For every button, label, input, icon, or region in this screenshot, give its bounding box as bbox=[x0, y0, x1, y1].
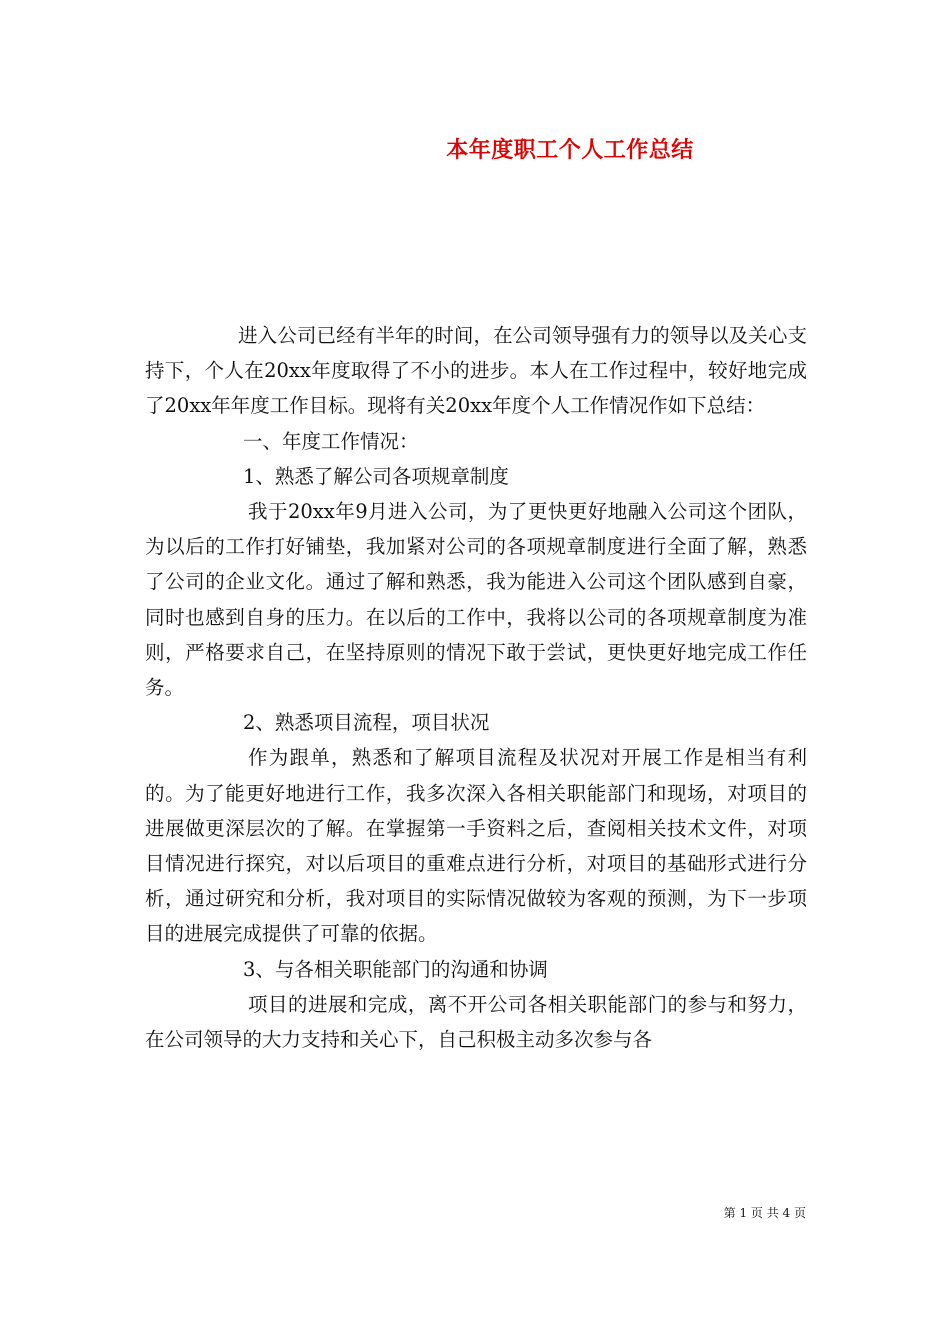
section-heading-annual-work: 一、年度工作情况： bbox=[243, 429, 419, 453]
document-body bbox=[145, 318, 807, 1057]
paragraph-project-process: 作为跟单，熟悉和了解项目流程及状况对开展工作是相当有利的。为了能更好地进行工作，我多次深入各相关职能部门和现场，对项目的进展做更深层次的了解。在掌握第一手资料之后，查阅相关技术文件，对项目情况进行探究，对以后项目的重难点进行分析，对项目的基础形式进行分析，通过研究和分析，我对项目的实际情况做较为客观的预测，为下一步项目的进展完成提供了可靠的依据。 bbox=[145, 746, 807, 946]
paragraph-intro: 进入公司已经有半年的时间，在公司领导强有力的领导以及关心支持下，个人在20xx年度取得了不小的进步。本人在工作过程中，较好地完成了20xx年年度工作目标。现将有关20xx年度个人工作情况作如下总结： bbox=[145, 324, 807, 418]
page-footer: 第 1 页 共 4 页 bbox=[723, 1206, 806, 1220]
paragraph-communication: 项目的进展和完成，离不开公司各相关职能部门的参与和努力，在公司领导的大力支持和关心下，自己积极主动多次参与各 bbox=[145, 992, 807, 1052]
document-title: 本年度职工个人工作总结 bbox=[446, 137, 694, 163]
paragraph-rules: 我于20xx年9月进入公司，为了更快更好地融入公司这个团队，为以后的工作打好铺垫，我加紧对公司的各项规章制度进行全面了解，熟悉了公司的企业文化。通过了解和熟悉，我为能进入公司这个团队感到自豪，同时也感到自身的压力。在以后的工作中，我将以公司的各项规章制度为准则，严格要求自己，在坚持原则的情况下敢于尝试，更快更好地完成工作任务。 bbox=[145, 500, 807, 700]
subheading-communication: 3、与各相关职能部门的沟通和协调 bbox=[243, 957, 548, 981]
subheading-project-process: 2、熟悉项目流程，项目状况 bbox=[243, 711, 490, 735]
subheading-rules: 1、熟悉了解公司各项规章制度 bbox=[243, 464, 509, 488]
